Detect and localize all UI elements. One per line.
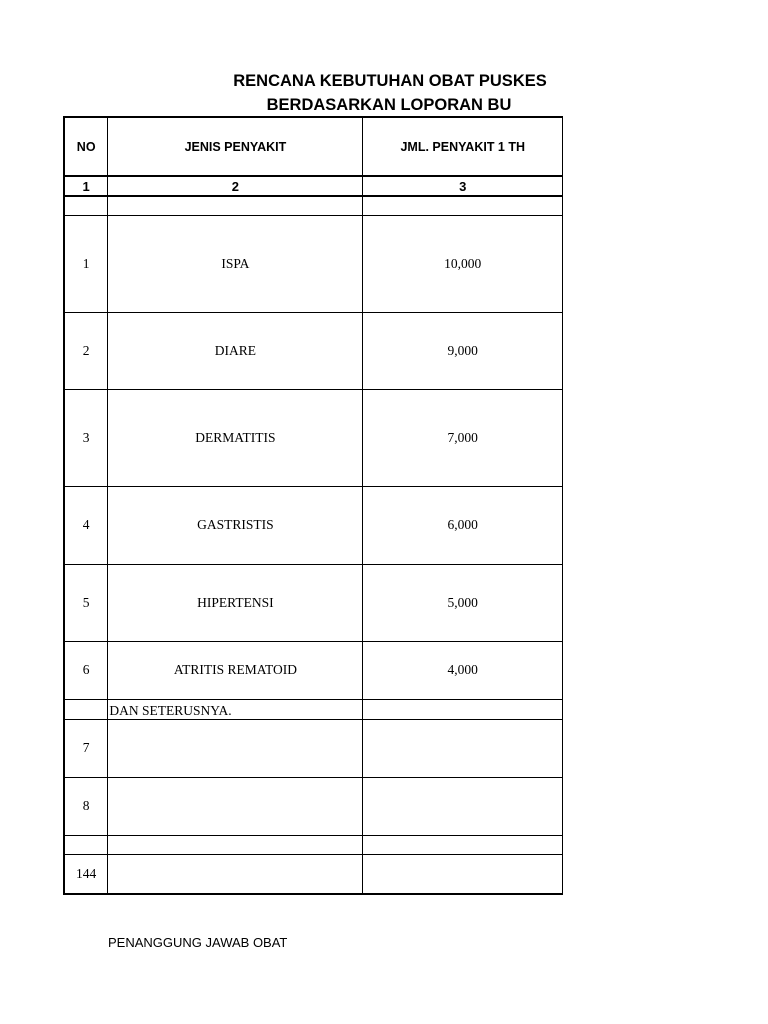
table-row bbox=[64, 389, 563, 486]
row-penyakit bbox=[108, 719, 363, 777]
row-no: 144 bbox=[64, 854, 108, 894]
row-penyakit bbox=[108, 777, 363, 835]
row-jumlah: 6,000 bbox=[363, 486, 563, 564]
medicine-needs-table bbox=[63, 116, 563, 895]
header-no: NO bbox=[64, 117, 108, 176]
table-row bbox=[64, 854, 563, 894]
spacer-cell bbox=[108, 196, 363, 215]
row-no: 1 bbox=[64, 215, 108, 312]
row-jumlah: 7,000 bbox=[363, 389, 563, 486]
table-row bbox=[64, 215, 563, 312]
column-number-1: 1 bbox=[64, 176, 108, 196]
table-row bbox=[64, 564, 563, 641]
row-no: 5 bbox=[64, 564, 108, 641]
spacer-cell bbox=[363, 835, 563, 854]
spacer-cell bbox=[363, 699, 563, 719]
row-penyakit: ATRITIS REMATOID bbox=[108, 641, 363, 699]
table-row bbox=[64, 312, 563, 389]
row-no: 7 bbox=[64, 719, 108, 777]
spacer-cell bbox=[64, 196, 108, 215]
table-row bbox=[64, 641, 563, 699]
row-jumlah: 4,000 bbox=[363, 641, 563, 699]
document-title-line1: RENCANA KEBUTUHAN OBAT PUSKES bbox=[233, 72, 547, 90]
spacer-cell bbox=[64, 835, 108, 854]
row-jumlah: 9,000 bbox=[363, 312, 563, 389]
row-jumlah bbox=[363, 854, 563, 894]
row-jumlah: 10,000 bbox=[363, 215, 563, 312]
signature-label: PENANGGUNG JAWAB OBAT bbox=[108, 935, 288, 950]
row-jumlah bbox=[363, 777, 563, 835]
row-no: 8 bbox=[64, 777, 108, 835]
header-jenis-penyakit: JENIS PENYAKIT bbox=[108, 117, 363, 176]
table-row bbox=[64, 719, 563, 777]
row-penyakit bbox=[108, 854, 363, 894]
document-title-line2: BERDASARKAN LOPORAN BU bbox=[266, 96, 512, 114]
table-row bbox=[64, 777, 563, 835]
row-no: 4 bbox=[64, 486, 108, 564]
header-jumlah-penyakit: JML. PENYAKIT 1 TH bbox=[363, 117, 563, 176]
row-jumlah bbox=[363, 719, 563, 777]
table-row bbox=[64, 486, 563, 564]
spacer-cell bbox=[363, 196, 563, 215]
row-no: 6 bbox=[64, 641, 108, 699]
row-penyakit: DIARE bbox=[108, 312, 363, 389]
column-number-3: 3 bbox=[363, 176, 563, 196]
row-penyakit: DERMATITIS bbox=[108, 389, 363, 486]
continuation-note: DAN SETERUSNYA. bbox=[108, 699, 363, 719]
spacer-cell bbox=[108, 835, 363, 854]
row-no: 3 bbox=[64, 389, 108, 486]
column-number-2: 2 bbox=[108, 176, 363, 196]
row-penyakit: GASTRISTIS bbox=[108, 486, 363, 564]
row-no: 2 bbox=[64, 312, 108, 389]
row-jumlah: 5,000 bbox=[363, 564, 563, 641]
row-penyakit: HIPERTENSI bbox=[108, 564, 363, 641]
spacer-cell bbox=[64, 699, 108, 719]
row-penyakit: ISPA bbox=[108, 215, 363, 312]
